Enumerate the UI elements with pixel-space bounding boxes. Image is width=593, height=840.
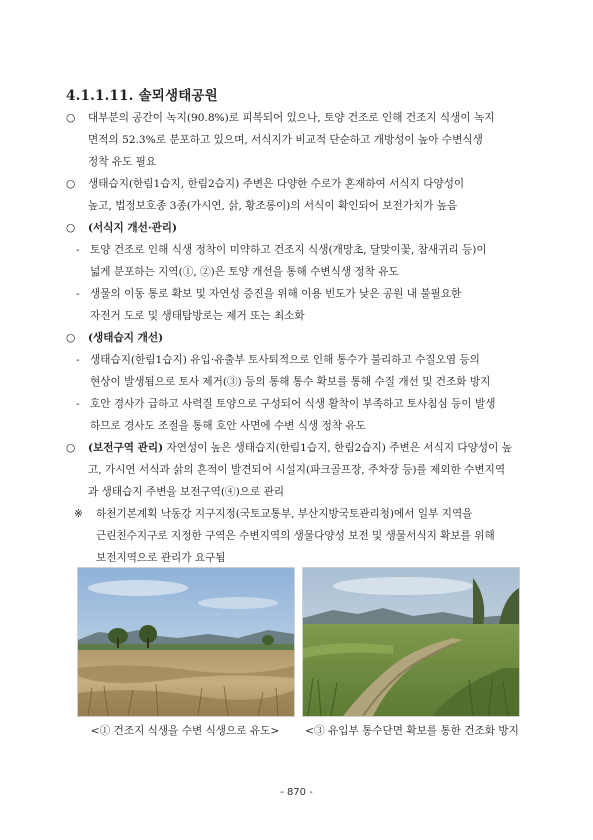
wetland-item-2	[76, 393, 536, 437]
photo-dry-field	[77, 567, 295, 717]
text-line: 생태습지(한림1습지) 유입·유출부 토사퇴적으로 인해 통수가 불리하고 수질오염 등의	[90, 354, 480, 366]
text-line: 자연성이 높은 생태습지(한림1습지, 한림2습지) 주변은 서식지 다양성이 높	[166, 442, 512, 454]
section-label: (생태습지 개선)	[88, 332, 164, 344]
circle-bullet: ○	[66, 332, 76, 344]
section-conservation	[66, 437, 536, 503]
text-line: 하므로 경사도 조절을 통해 호안 사면에 수변 식생 정착 유도	[90, 420, 366, 432]
section-wetland	[66, 327, 536, 349]
text-line: 생태습지(한림1습지, 한림2습지) 주변은 다양한 수로가 혼재하여 서식지 다양성이	[88, 178, 465, 190]
habitat-item-1	[76, 239, 536, 283]
circle-bullet: ○	[66, 178, 76, 190]
text-line: 넓게 분포하는 지역(①, ②)은 토양 개선을 통해 수변식생 정착 유도	[90, 266, 399, 278]
photo-wetland-channel	[302, 567, 520, 717]
text-line: 정착 유도 필요	[88, 156, 157, 168]
dash-bullet: -	[76, 398, 80, 410]
text-line: 근린친수지구로 지정한 구역은 수변지역의 생물다양성 보전 및 생물서식지 확보를 위해	[96, 530, 495, 542]
text-line: 고, 가시연 서식과 삵의 흔적이 발견되어 시설지(파크골프장, 주차장 등)를 제외한 수변지역	[88, 464, 506, 476]
text-line: 보전지역으로 관리가 요구됨	[96, 552, 226, 564]
text-line: 대부분의 공간이 녹지(90.8%)로 피복되어 있으나, 토양 건조로 인해 건조지 식생이 녹지	[88, 112, 495, 124]
habitat-item-2	[76, 283, 536, 327]
page-number: - 870 -	[280, 787, 313, 798]
text-line: 높고, 법정보호종 3종(가시연, 삵, 황조롱이)의 서식이 확인되어 보전가치가 높음	[88, 200, 458, 212]
dash-bullet: -	[76, 288, 80, 300]
text-line: 자전거 도로 및 생태탐방로는 제거 또는 최소화	[90, 310, 305, 322]
text-line: 현상이 발생됨으로 토사 제거(③) 등의 통해 통수 확보를 통해 수질 개선 및 건조화 방지	[90, 376, 491, 388]
section-heading: 4.1.1.11. 솔뫼생태공원	[66, 88, 218, 104]
circle-bullet: ○	[66, 442, 76, 454]
paragraph-wetland	[66, 173, 536, 217]
section-label: (서식지 개선·관리)	[88, 222, 178, 234]
section-habitat	[66, 217, 536, 239]
text-line: 토양 건조로 인해 식생 정착이 미약하고 건조지 식생(개망초, 달맞이꽃, 참새귀리 등)이	[90, 244, 487, 256]
text-line: 하천기본계획 낙동강 지구지정(국토교통부, 부산지방국토관리청)에서 일부 지역을	[96, 508, 473, 520]
paragraph-vegetation	[66, 107, 536, 173]
text-line: 과 생태습지 주변을 보전구역(④)으로 관리	[88, 486, 285, 498]
dash-bullet: -	[76, 354, 80, 366]
section-label: (보전구역 관리)	[88, 442, 164, 454]
wetland-item-1	[76, 349, 536, 393]
text-line: 호안 경사가 급하고 사력질 토양으로 구성되어 식생 활착이 부족하고 토사침심 등이 발생	[90, 398, 496, 410]
dash-bullet: -	[76, 244, 80, 256]
text-line: 면적의 52.3%로 분포하고 있으며, 서식지가 비교적 단순하고 개방성이 높아 수변식생	[88, 134, 483, 146]
text-line: 생물의 이동 통로 확보 및 자연성 증진을 위해 이용 빈도가 낮은 공원 내 불필요한	[90, 288, 462, 300]
note-mark: ※	[74, 508, 83, 520]
circle-bullet: ○	[66, 112, 76, 124]
caption-right: <③ 유입부 통수단면 확보를 통한 건조화 방지	[305, 725, 519, 737]
circle-bullet: ○	[66, 222, 76, 234]
reference-note	[74, 503, 536, 569]
caption-left: <① 건조지 식생을 수변 식생으로 유도>	[90, 725, 280, 737]
